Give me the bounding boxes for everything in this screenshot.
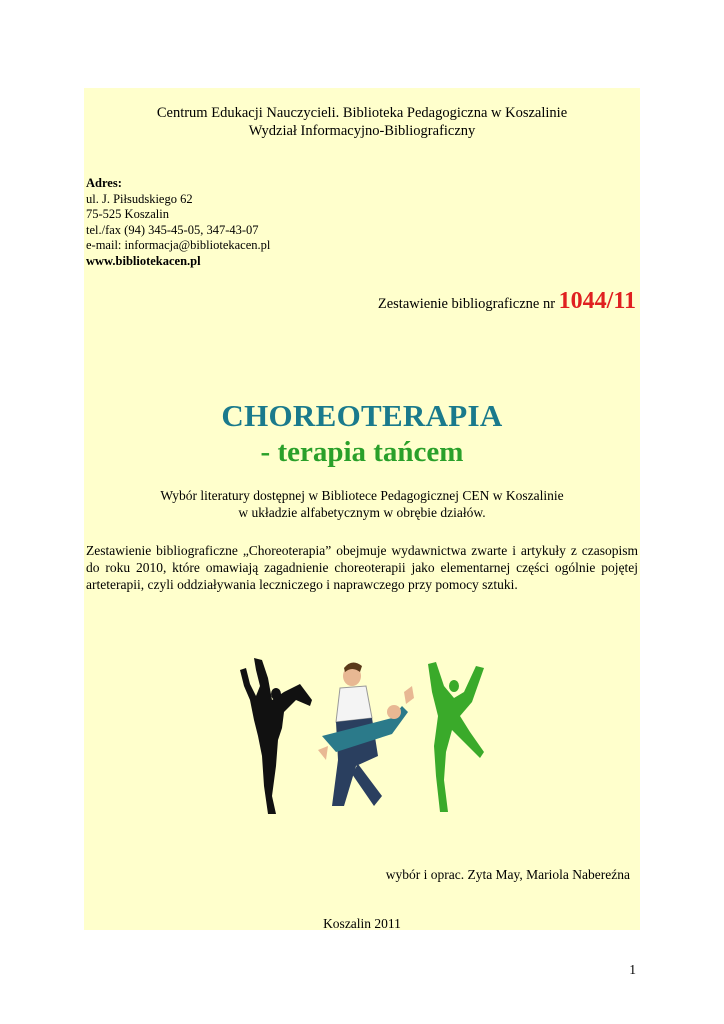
address-street: ul. J. Piłsudskiego 62	[86, 191, 193, 206]
address-city: 75-525 Koszalin	[86, 207, 169, 222]
institution-name: Centrum Edukacji Nauczycieli. Biblioteka Pedagogiczna w Koszalinie	[156, 105, 568, 121]
subtitle-line-1: Wybór literatury dostępnej w Bibliotece Pedagogicznej CEN w Koszalinie	[160, 488, 564, 503]
dancers-illustration	[232, 656, 492, 816]
bibliography-number: 1044/11	[558, 288, 636, 314]
couple-dancers-figure	[318, 662, 414, 806]
black-dancer-figure	[240, 658, 312, 814]
sub-title: - terapia tańcem	[260, 436, 464, 468]
description-paragraph: Zestawienie bibliograficzne „Choreoterapia” obejmuje wydawnictwa zwarte i artykuły z czasopism do roku 2010, które omawiają zagadnienie choreoterapii jako elementarnej części ogólnie pojętej arteterapii, czyli oddziaływania leczniczego i naprawczego przy pomocy sztuki.	[86, 543, 638, 592]
subtitle-line-2: w układzie alfabetycznym w obrębie działów.	[238, 505, 486, 520]
address-website[interactable]: www.bibliotekacen.pl	[86, 253, 201, 268]
address-block	[86, 176, 270, 270]
place-year: Koszalin 2011	[323, 916, 401, 931]
main-title: CHOREOTERAPIA	[221, 398, 503, 433]
address-phone: tel./fax (94) 345-45-05, 347-43-07	[86, 222, 259, 237]
subtitle-block	[84, 487, 640, 521]
address-email[interactable]: e-mail: informacja@bibliotekacen.pl	[86, 238, 271, 253]
page-number: 1	[629, 962, 636, 977]
cover-panel	[84, 88, 640, 930]
bibliography-number-line	[378, 288, 636, 315]
address-label: Adres:	[86, 176, 122, 190]
department-name: Wydział Informacyjno-Bibliograficzny	[248, 123, 476, 139]
green-dancer-figure	[428, 662, 484, 812]
bibliography-label: Zestawienie bibliograficzne nr	[377, 296, 556, 312]
credits: wybór i oprac. Zyta May, Mariola Nabereźna	[385, 867, 630, 882]
